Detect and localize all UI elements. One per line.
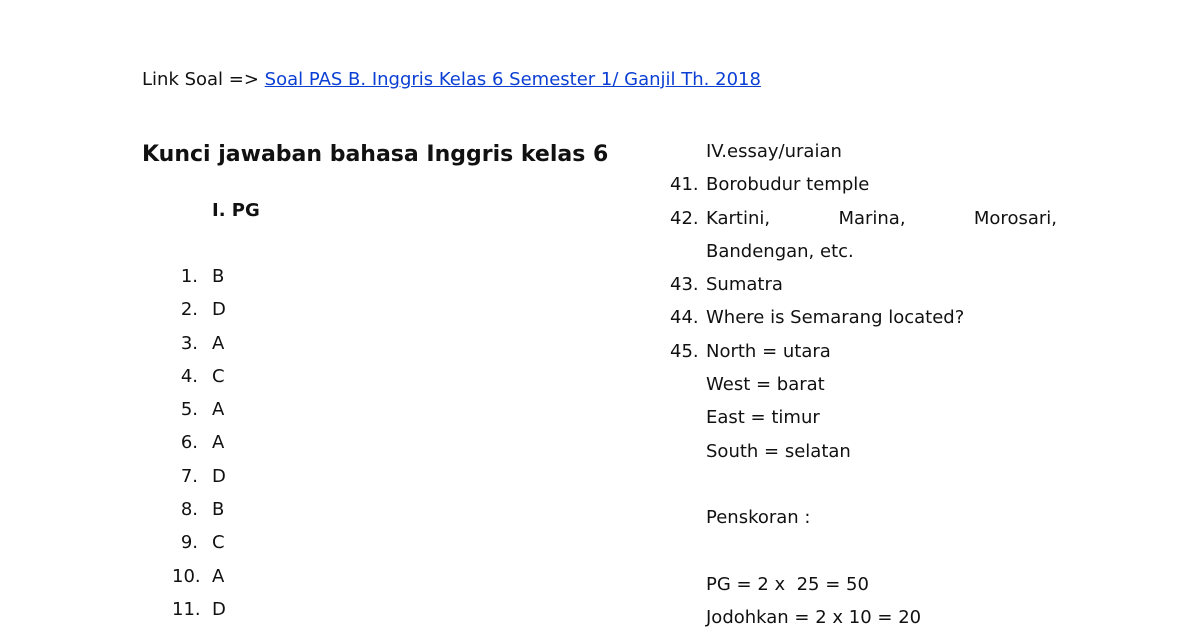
section-heading-pg: I. PG — [212, 200, 260, 221]
answer-42-continued: Bandengan, etc. — [706, 240, 854, 262]
list-item: 5. A — [180, 399, 225, 421]
list-item: 11. D — [172, 598, 226, 620]
blank-line — [670, 472, 1060, 505]
answer-43: 43. Sumatra — [670, 274, 783, 296]
scoring-pg: PG = 2 x 25 = 50 — [706, 573, 869, 595]
answer-41: 41. Borobudur temple — [670, 174, 870, 196]
blank-line — [670, 539, 1060, 572]
scoring-pg-line — [670, 572, 1060, 605]
answer-42-word: Kartini, — [706, 207, 771, 229]
scoring-label-line — [670, 505, 1060, 538]
answer-42-word: Morosari, — [973, 207, 1057, 229]
answer-42: 42. Kartini, Marina, Morosari, — [670, 206, 1060, 239]
list-item: 9. C — [180, 532, 225, 554]
scoring-jodohkan: Jodohkan = 2 x 10 = 20 — [706, 607, 922, 629]
essay-column — [670, 139, 1060, 638]
list-item: 10. A — [172, 565, 225, 587]
list-item: 2. D — [180, 299, 226, 321]
scoring-label: Penskoran : — [706, 507, 811, 529]
list-item: 3. A — [180, 332, 225, 354]
answer-42-word: Marina, — [838, 207, 906, 229]
answer-45-line: West = barat — [706, 374, 825, 396]
list-item: 8. B — [180, 499, 225, 521]
list-item: 6. A — [180, 432, 225, 454]
answer-45-line: East = timur — [706, 407, 820, 429]
essay-heading: IV.essay/uraian — [706, 141, 842, 162]
link-prefix: Link Soal => — [142, 69, 265, 90]
soal-link[interactable]: Soal PAS B. Inggris Kelas 6 Semester 1/ Ganjil Th. 2018 — [264, 69, 761, 90]
scoring-jodohkan-line — [670, 605, 1060, 638]
list-item: 7. D — [180, 465, 226, 487]
answer-45: 45. North = utara — [670, 340, 831, 362]
page-title: Kunci jawaban bahasa Inggris kelas 6 — [142, 142, 609, 167]
pg-answer-list — [172, 264, 226, 630]
answer-45-line: South = selatan — [706, 440, 851, 462]
list-item: 1. B — [180, 266, 225, 287]
answer-44: 44. Where is Semarang located? — [670, 307, 965, 329]
list-item: 4. C — [180, 365, 225, 387]
essay-heading-line — [670, 139, 1060, 172]
link-line — [142, 68, 761, 92]
